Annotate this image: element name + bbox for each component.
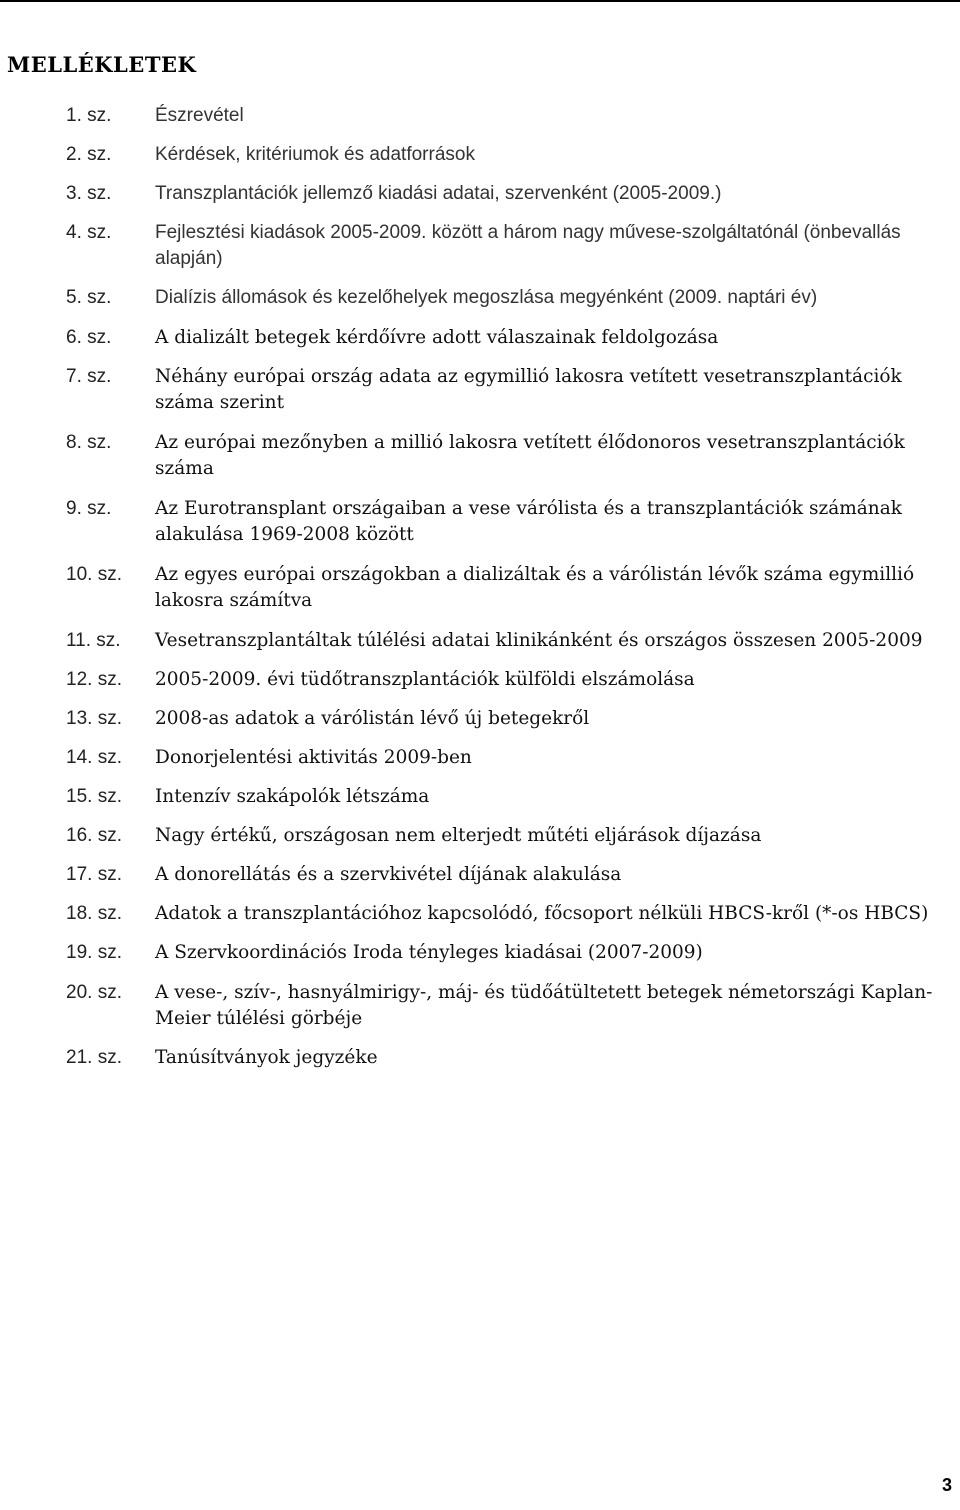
annex-item-number: 10. sz. bbox=[66, 564, 122, 585]
annex-item-number: 18. sz. bbox=[66, 903, 122, 924]
annex-item-title: Kérdések, kritériumok és adatforrások bbox=[155, 144, 475, 165]
annex-list bbox=[66, 103, 946, 1084]
annex-item-number: 14. sz. bbox=[66, 747, 122, 768]
annex-item-title: A dializált betegek kérdőívre adott válaszainak feldolgozása bbox=[155, 327, 719, 348]
annex-item bbox=[66, 430, 946, 482]
annex-item bbox=[66, 1045, 946, 1071]
annex-item bbox=[66, 181, 946, 207]
annex-item-number: 7. sz. bbox=[66, 366, 112, 387]
annex-item-number: 13. sz. bbox=[66, 708, 122, 729]
annex-item-number: 16. sz. bbox=[66, 825, 122, 846]
annex-item-title: Az egyes európai országokban a dializáltak és a várólistán lévők száma egymillió lakosra számítva bbox=[155, 564, 915, 611]
annex-item-title: 2005-2009. évi tüdőtranszplantációk külföldi elszámolása bbox=[155, 669, 695, 690]
annex-item-title: Dialízis állomások és kezelőhelyek megoszlása megyénként (2009. naptári év) bbox=[155, 287, 818, 308]
annex-item-number: 20. sz. bbox=[66, 982, 122, 1003]
annex-item-number: 15. sz. bbox=[66, 786, 122, 807]
annex-item-number: 17. sz. bbox=[66, 864, 122, 885]
annex-item bbox=[66, 325, 946, 351]
annex-item-title: Észrevétel bbox=[155, 105, 244, 126]
annex-item bbox=[66, 745, 946, 771]
annex-item-number: 5. sz. bbox=[66, 287, 112, 308]
annex-item-number: 21. sz. bbox=[66, 1047, 122, 1068]
annex-item-number: 19. sz. bbox=[66, 942, 122, 963]
annex-item-title: A vese-, szív-, hasnyálmirigy-, máj- és tüdőátültetett betegek németországi Kaplan-Meier túlélési görbéje bbox=[155, 982, 933, 1029]
annex-item-title: Vesetranszplantáltak túlélési adatai klinikánként és országos összesen 2005-2009 bbox=[155, 630, 923, 651]
annex-item-title: 2008-as adatok a várólistán lévő új betegekről bbox=[155, 708, 590, 729]
annex-item-title: Az Eurotransplant országaiban a vese várólista és a transzplantációk számának alakulása 1969-2008 között bbox=[155, 498, 902, 545]
annex-item-number: 9. sz. bbox=[66, 498, 112, 519]
annex-item bbox=[66, 628, 946, 654]
annex-item-number: 12. sz. bbox=[66, 669, 122, 690]
annex-item-number: 8. sz. bbox=[66, 432, 112, 453]
annex-item bbox=[66, 706, 946, 732]
annex-item bbox=[66, 784, 946, 810]
page-number: 3 bbox=[941, 1475, 952, 1495]
annex-item-title: Fejlesztési kiadások 2005-2009. között a három nagy művese-szolgáltatónál (önbevallás alapján) bbox=[155, 222, 901, 269]
annex-item-title: Nagy értékű, országosan nem elterjedt műtéti eljárások díjazása bbox=[155, 825, 762, 846]
annex-item-title: Az európai mezőnyben a millió lakosra vetített élődonoros vesetranszplantációk száma bbox=[155, 432, 905, 479]
page-title: MELLÉKLETEK bbox=[7, 52, 197, 77]
top-border-line bbox=[0, 0, 960, 2]
annex-item-number: 4. sz. bbox=[66, 222, 112, 243]
annex-item-title: A Szervkoordinációs Iroda tényleges kiadásai (2007-2009) bbox=[155, 942, 703, 963]
annex-item bbox=[66, 667, 946, 693]
annex-item bbox=[66, 103, 946, 129]
annex-item bbox=[66, 285, 946, 311]
annex-item bbox=[66, 862, 946, 888]
annex-item-title: Tanúsítványok jegyzéke bbox=[155, 1047, 378, 1068]
annex-item-number: 2. sz. bbox=[66, 144, 112, 165]
annex-item bbox=[66, 901, 946, 927]
annex-item-number: 11. sz. bbox=[66, 630, 121, 651]
annex-item bbox=[66, 940, 946, 966]
annex-item-title: A donorellátás és a szervkivétel díjának alakulása bbox=[155, 864, 622, 885]
annex-item bbox=[66, 980, 946, 1032]
annex-item-title: Transzplantációk jellemző kiadási adatai, szervenként (2005-2009.) bbox=[155, 183, 722, 204]
annex-item bbox=[66, 496, 946, 548]
annex-item-title: Adatok a transzplantációhoz kapcsolódó, főcsoport nélküli HBCS-kről (*-os HBCS) bbox=[155, 903, 929, 924]
annex-item-number: 1. sz. bbox=[66, 105, 112, 126]
annex-item-number: 3. sz. bbox=[66, 183, 112, 204]
annex-item bbox=[66, 220, 946, 272]
annex-item-title: Néhány európai ország adata az egymillió lakosra vetített vesetranszplantációk száma szerint bbox=[155, 366, 902, 413]
annex-item-title: Intenzív szakápolók létszáma bbox=[155, 786, 430, 807]
annex-item-number: 6. sz. bbox=[66, 327, 112, 348]
annex-item bbox=[66, 562, 946, 614]
annex-item bbox=[66, 364, 946, 416]
annex-item bbox=[66, 823, 946, 849]
annex-item-title: Donorjelentési aktivitás 2009-ben bbox=[155, 747, 472, 768]
annex-item bbox=[66, 142, 946, 168]
